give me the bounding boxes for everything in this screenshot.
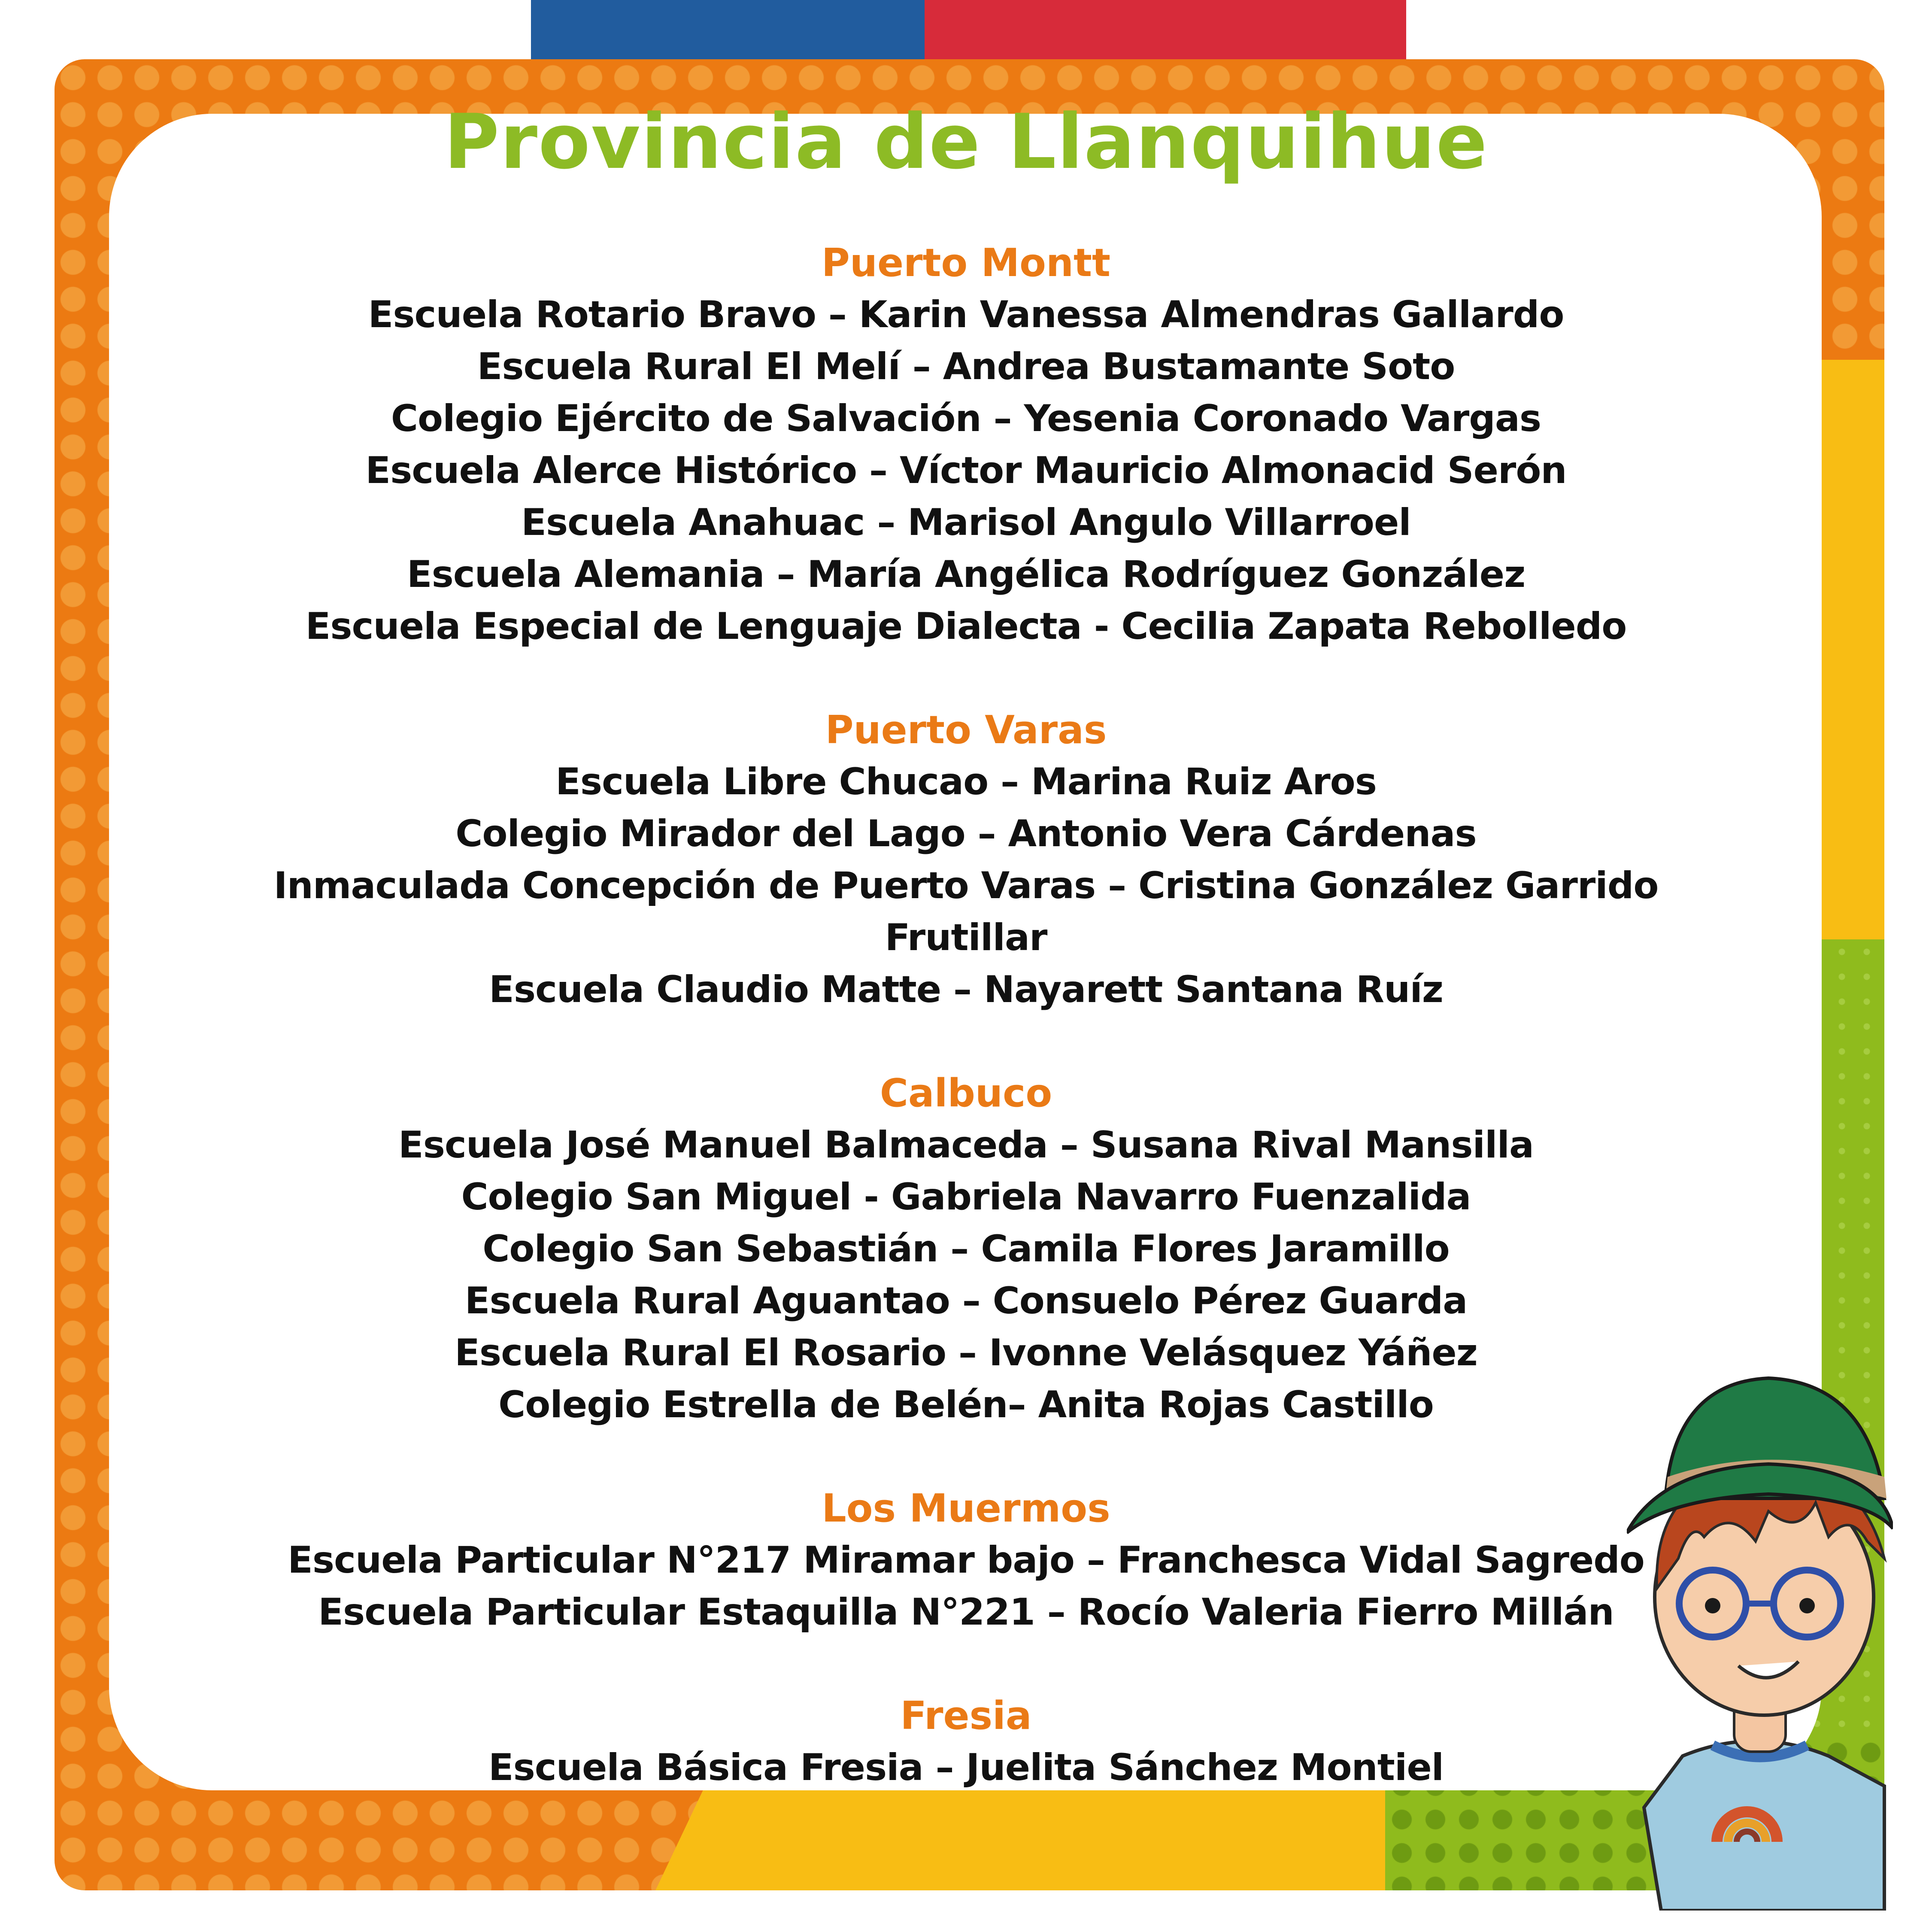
section-title: Los Muermos xyxy=(822,1486,1110,1531)
list-item: Colegio San Miguel - Gabriela Navarro Fuenzalida xyxy=(461,1176,1471,1218)
section-puerto-montt xyxy=(0,237,1932,653)
cartoon-boy-character-icon xyxy=(1627,1357,1893,1911)
list-item: Escuela Particular N°217 Miramar bajo – Franchesca Vidal Sagredo xyxy=(288,1539,1644,1582)
list-item: Colegio Mirador del Lago – Antonio Vera Cárdenas xyxy=(455,812,1477,855)
list-item: Escuela José Manuel Balmaceda – Susana Rival Mansilla xyxy=(398,1124,1534,1166)
section-puerto-varas xyxy=(0,704,1932,1016)
list-item: Escuela Básica Fresia – Juelita Sánchez Montiel xyxy=(488,1746,1444,1789)
list-item: Escuela Rotario Bravo – Karin Vanessa Almendras Gallardo xyxy=(368,293,1564,336)
list-item: Escuela Particular Estaquilla N°221 – Rocío Valeria Fierro Millán xyxy=(318,1591,1614,1634)
list-item: Colegio Ejército de Salvación – Yesenia Coronado Vargas xyxy=(391,397,1541,440)
flag-stripe-red xyxy=(925,0,1406,59)
list-item: Escuela Alerce Histórico – Víctor Mauricio Almonacid Serón xyxy=(365,449,1567,492)
section-title: Fresia xyxy=(900,1693,1032,1738)
flag-stripe-blue xyxy=(531,0,925,59)
list-item: Colegio Estrella de Belén– Anita Rojas Castillo xyxy=(498,1383,1434,1426)
list-item: Frutillar xyxy=(885,916,1047,959)
list-item: Colegio San Sebastián – Camila Flores Jaramillo xyxy=(482,1227,1450,1270)
list-item: Escuela Rural Aguantao – Consuelo Pérez Guarda xyxy=(464,1279,1468,1322)
page-title: Provincia de Llanquihue xyxy=(444,98,1488,186)
section-title: Puerto Montt xyxy=(821,240,1111,286)
list-item: Inmaculada Concepción de Puerto Varas – Cristina González Garrido xyxy=(273,864,1659,907)
section-title: Puerto Varas xyxy=(825,708,1107,753)
list-item: Escuela Rural El Rosario – Ivonne Velásquez Yáñez xyxy=(455,1331,1477,1374)
list-item: Escuela Alemania – María Angélica Rodríguez González xyxy=(406,553,1526,596)
list-item: Escuela Libre Chucao – Marina Ruiz Aros xyxy=(555,760,1377,803)
list-item: Escuela Anahuac – Marisol Angulo Villarroel xyxy=(521,501,1411,544)
section-title: Calbuco xyxy=(880,1071,1052,1116)
list-item: Escuela Claudio Matte – Nayarett Santana Ruíz xyxy=(489,968,1443,1011)
list-item: Escuela Rural El Melí – Andrea Bustamante Soto xyxy=(477,345,1455,388)
list-item: Escuela Especial de Lenguaje Dialecta - Cecilia Zapata Rebolledo xyxy=(305,605,1627,648)
